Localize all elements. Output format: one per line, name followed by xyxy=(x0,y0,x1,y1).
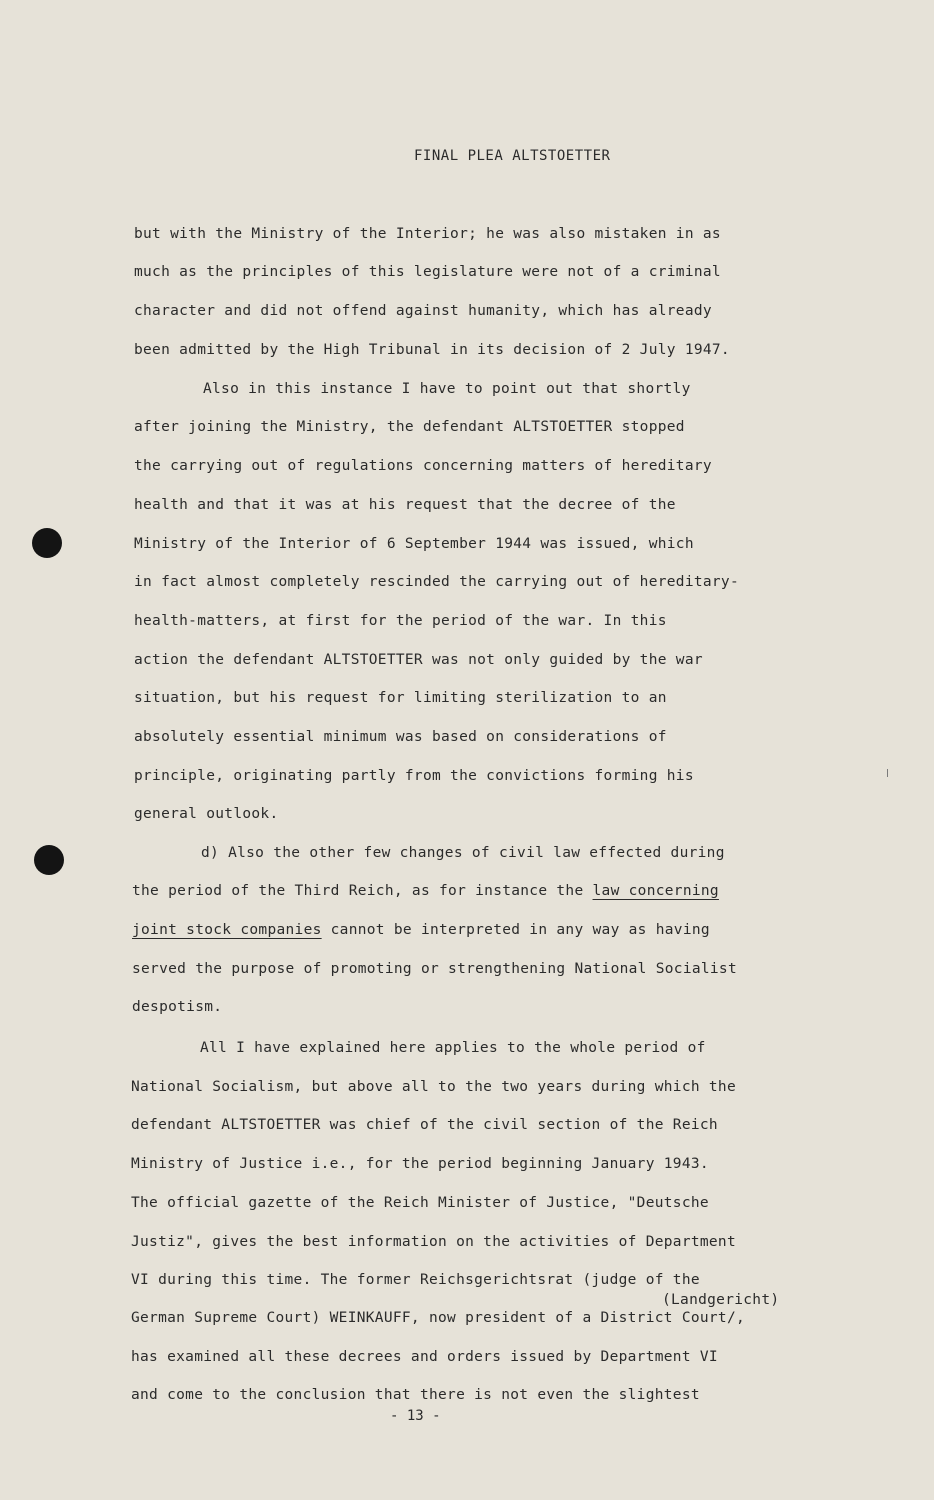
text-line: much as the principles of this legislature were not of a criminal xyxy=(134,264,721,280)
underlined-phrase: law concerning xyxy=(592,883,719,899)
text-line: served the purpose of promoting or strengthening National Socialist xyxy=(132,961,737,977)
text-line xyxy=(132,883,719,899)
text-line: health and that it was at his request that the decree of the xyxy=(134,497,676,513)
text-line: the carrying out of regulations concerning matters of hereditary xyxy=(134,458,712,474)
text-line: been admitted by the High Tribunal in its decision of 2 July 1947. xyxy=(134,342,730,358)
text-line: after joining the Ministry, the defendant ALTSTOETTER stopped xyxy=(134,419,685,435)
text-line: in fact almost completely rescinded the carrying out of hereditary- xyxy=(134,574,739,590)
document-title: FINAL PLEA ALTSTOETTER xyxy=(414,148,611,164)
text-line: despotism. xyxy=(132,999,223,1015)
text-line: Justiz", gives the best information on the activities of Department xyxy=(131,1234,736,1250)
text-line: German Supreme Court) WEINKAUFF, now president of a District Court/, xyxy=(131,1310,746,1326)
text-line: Ministry of the Interior of 6 September 1944 was issued, which xyxy=(134,536,694,552)
text-segment: the period of the Third Reich, as for instance the xyxy=(132,883,584,899)
text-line xyxy=(132,922,710,938)
text-line: and come to the conclusion that there is not even the slightest xyxy=(131,1387,700,1403)
page-number: - 13 - xyxy=(390,1408,441,1424)
text-line: action the defendant ALTSTOETTER was not only guided by the war xyxy=(134,652,703,668)
text-line: Ministry of Justice i.e., for the period beginning January 1943. xyxy=(131,1156,709,1172)
text-line: VI during this time. The former Reichsgerichtsrat (judge of the xyxy=(131,1272,700,1288)
text-line: d) Also the other few changes of civil law effected during xyxy=(201,845,725,861)
punch-hole-top xyxy=(32,528,62,558)
text-line: health-matters, at first for the period of the war. In this xyxy=(134,613,667,629)
text-segment: cannot be interpreted in any way as having xyxy=(330,922,710,938)
text-line: character and did not offend against humanity, which has already xyxy=(134,303,712,319)
text-line: National Socialism, but above all to the two years during which the xyxy=(131,1079,736,1095)
text-line: Also in this instance I have to point out that shortly xyxy=(203,381,691,397)
margin-mark xyxy=(887,769,888,777)
text-line: has examined all these decrees and orders issued by Department VI xyxy=(131,1349,718,1365)
text-line: but with the Ministry of the Interior; he was also mistaken in as xyxy=(134,226,721,242)
text-line: absolutely essential minimum was based on considerations of xyxy=(134,729,667,745)
punch-hole-bottom xyxy=(34,845,64,875)
text-line: situation, but his request for limiting sterilization to an xyxy=(134,690,667,706)
underlined-phrase: joint stock companies xyxy=(132,922,322,938)
text-line: All I have explained here applies to the whole period of xyxy=(200,1040,706,1056)
text-line: general outlook. xyxy=(134,806,279,822)
interlinear-insertion: (Landgericht) xyxy=(662,1292,780,1308)
text-line: The official gazette of the Reich Minister of Justice, "Deutsche xyxy=(131,1195,709,1211)
text-line: defendant ALTSTOETTER was chief of the civil section of the Reich xyxy=(131,1117,718,1133)
text-line: principle, originating partly from the convictions forming his xyxy=(134,768,694,784)
